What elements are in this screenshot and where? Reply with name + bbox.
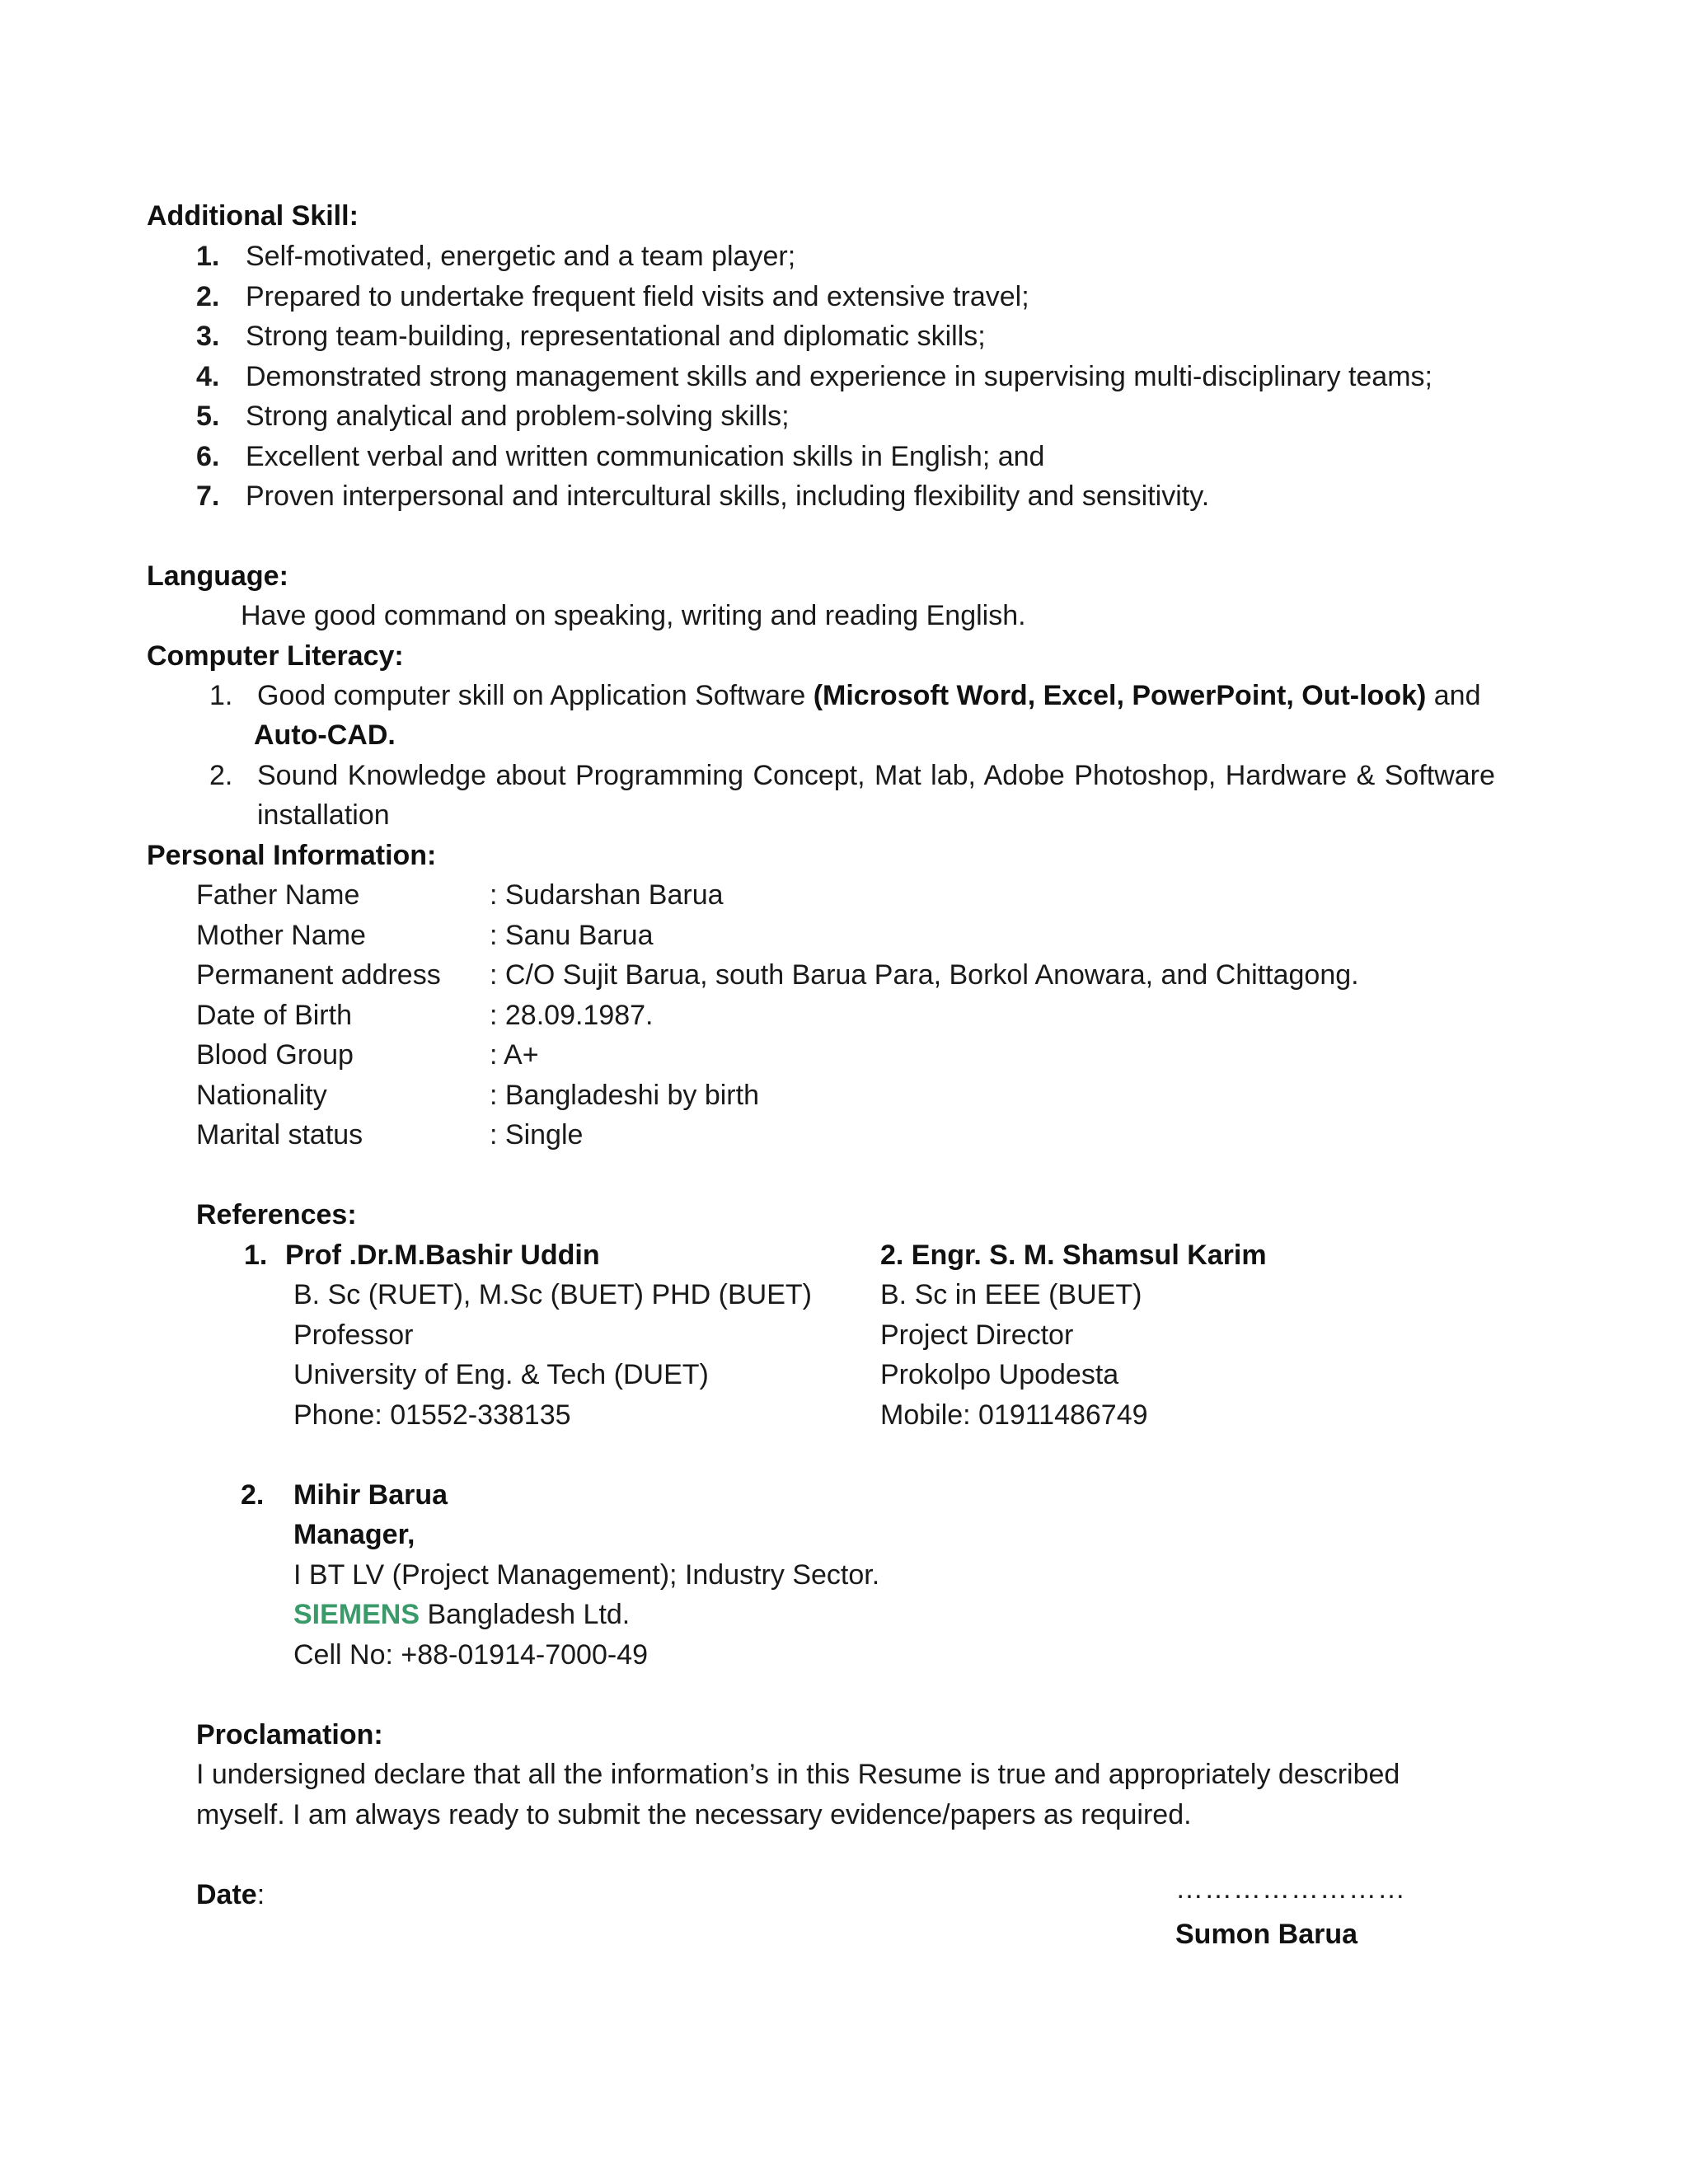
list-number: 1. <box>244 1240 268 1271</box>
skill-text: Prepared to undertake frequent field visits and extensive travel; <box>246 281 1029 312</box>
list-number: 5. <box>196 401 220 432</box>
personal-info-value: : 28.09.1987. <box>490 1000 654 1031</box>
item-text-and: and <box>1426 680 1481 711</box>
reference-2-name: 2. Engr. S. M. Shamsul Karim <box>880 1240 1267 1271</box>
skill-item <box>196 437 1044 476</box>
signature-name: Sumon Barua <box>1175 1919 1358 1950</box>
list-number: 2. <box>241 1479 265 1511</box>
list-number: 6. <box>196 441 220 472</box>
reference-1-line-3: University of Eng. & Tech (DUET) <box>293 1359 709 1390</box>
skill-text: Excellent verbal and written communication skills in English; and <box>246 441 1045 472</box>
references-heading: References: <box>196 1199 357 1230</box>
skill-text: Self-motivated, energetic and a team player; <box>246 241 796 272</box>
reference-name-text: Prof .Dr.M.Bashir Uddin <box>285 1240 600 1271</box>
skill-text: Demonstrated strong management skills and experience in supervising multi-disciplinary teams; <box>246 361 1432 392</box>
item-software-list: (Microsoft Word, Excel, PowerPoint, Out-look) <box>813 680 1427 711</box>
computer-literacy-item-2 <box>209 756 1569 795</box>
skill-text: Strong team-building, representational and diplomatic skills; <box>246 321 986 352</box>
reference-3-company <box>293 1595 630 1634</box>
reference-1-line-4: Phone: 01552-338135 <box>293 1399 571 1431</box>
language-text: Have good command on speaking, writing and reading English. <box>241 600 1026 631</box>
reference-2-line-2: Project Director <box>880 1319 1074 1351</box>
personal-info-value: : Bangladeshi by birth <box>490 1080 759 1111</box>
skill-item <box>196 396 790 436</box>
skill-text: Strong analytical and problem-solving skills; <box>246 401 790 432</box>
personal-info-label: Marital status <box>196 1119 363 1151</box>
date-field <box>196 1875 265 1915</box>
list-number: 3. <box>196 321 220 352</box>
list-number: 1. <box>209 680 233 711</box>
skill-item <box>196 357 1432 396</box>
company-rest: Bangladesh Ltd. <box>420 1599 631 1630</box>
personal-info-value: : A+ <box>490 1039 539 1071</box>
list-number: 2. <box>196 281 220 312</box>
reference-1-line-2: Professor <box>293 1319 414 1351</box>
personal-info-value: : C/O Sujit Barua, south Barua Para, Borkol Anowara, and Chittagong. <box>490 959 1359 991</box>
language-heading: Language: <box>147 560 288 592</box>
personal-info-label: Father Name <box>196 879 360 911</box>
signature-line: …………………… <box>1175 1873 1406 1905</box>
reference-3-line-1: I BT LV (Project Management); Industry Sector. <box>293 1559 880 1591</box>
personal-info-label: Mother Name <box>196 920 366 951</box>
additional-skill-heading: Additional Skill: <box>147 200 359 232</box>
item-text: Good computer skill on Application Software <box>257 680 814 711</box>
proclamation-heading: Proclamation: <box>196 1719 383 1750</box>
proclamation-line-1: I undersigned declare that all the information’s in this Resume is true and appropriately described <box>196 1759 1400 1790</box>
reference-3-title: Manager, <box>293 1519 415 1550</box>
reference-2-line-3: Prokolpo Upodesta <box>880 1359 1119 1390</box>
reference-2-line-4: Mobile: 01911486749 <box>880 1399 1148 1431</box>
personal-info-label: Blood Group <box>196 1039 354 1071</box>
siemens-brand: SIEMENS <box>293 1599 420 1630</box>
reference-1-line-1: B. Sc (RUET), M.Sc (BUET) PHD (BUET) <box>293 1279 812 1310</box>
reference-1-name <box>244 1235 600 1275</box>
skill-item <box>196 237 795 276</box>
proclamation-line-2: myself. I am always ready to submit the necessary evidence/papers as required. <box>196 1799 1192 1830</box>
personal-info-value: : Sudarshan Barua <box>490 879 724 911</box>
reference-3-line-3: Cell No: +88-01914-7000-49 <box>293 1639 649 1671</box>
skill-item <box>196 277 1029 316</box>
skill-item <box>196 476 1209 516</box>
reference-2-line-1: B. Sc in EEE (BUET) <box>880 1279 1142 1310</box>
list-number: 1. <box>196 241 220 272</box>
date-colon: : <box>256 1879 265 1910</box>
list-number: 7. <box>196 480 220 512</box>
computer-literacy-heading: Computer Literacy: <box>147 640 404 672</box>
personal-info-label: Permanent address <box>196 959 441 991</box>
personal-information-heading: Personal Information: <box>147 840 437 871</box>
personal-info-label: Nationality <box>196 1080 327 1111</box>
reference-3-name <box>241 1475 448 1515</box>
personal-info-label: Date of Birth <box>196 1000 352 1031</box>
skill-item <box>196 316 986 356</box>
list-number: 4. <box>196 361 220 392</box>
date-label: Date <box>196 1879 257 1910</box>
computer-literacy-autocad: Auto-CAD. <box>254 719 396 751</box>
item-text: Sound Knowledge about Programming Concept, Mat lab, Adobe Photoshop, Hardware & Software <box>257 760 1495 791</box>
list-number: 2. <box>209 760 233 791</box>
reference-name-text: Mihir Barua <box>293 1479 448 1511</box>
skill-text: Proven interpersonal and intercultural skills, including flexibility and sensitivity. <box>246 480 1210 512</box>
computer-literacy-item-2-cont: installation <box>257 799 390 831</box>
personal-info-value: : Single <box>490 1119 584 1151</box>
personal-info-value: : Sanu Barua <box>490 920 654 951</box>
computer-literacy-item-1 <box>209 676 1481 715</box>
